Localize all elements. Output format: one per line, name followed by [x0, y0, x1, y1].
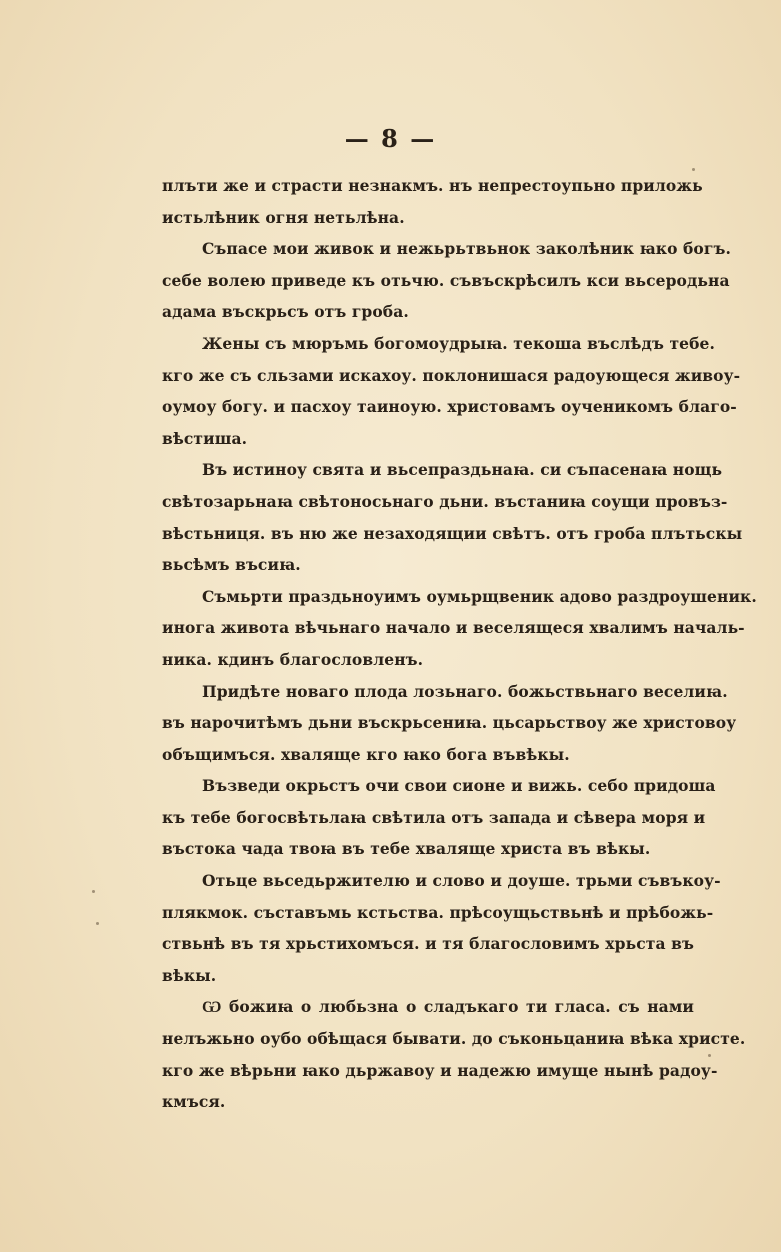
- text-line: Ѡ божиꙗ о любьзна о сладъкаго ти гласа. съ нами: [202, 997, 694, 1017]
- text-line: къ тебе богосвѣтьлаꙗ свѣтила отъ запада и сѣвера моря и: [162, 807, 706, 827]
- text-line: инога живота вѣчьнаго начало и веселящеся хвалимъ началь-: [162, 618, 745, 638]
- print-speck: [708, 1054, 711, 1057]
- text-line: вьсѣмъ въсиꙗ.: [162, 555, 301, 575]
- text-line: нелъжьно оубо обѣщася бывати. до съконьцаниꙗ вѣка христе.: [162, 1029, 746, 1049]
- text-line: Съпасе мои живок и нежьрьтвьнок заколѣник ꙗко богъ.: [202, 239, 731, 259]
- text-line: Жены съ мюръмь богомоудрыꙗ. текоша въслѣдъ тебе.: [202, 333, 715, 353]
- text-line: кго же съ сльзами искахоу. поклонишася радоующеся живоу-: [162, 365, 741, 385]
- text-line: вѣкы.: [162, 965, 217, 985]
- text-line: вѣстьниця. въ ню же незаходящии свѣтъ. отъ гроба плътьскы: [162, 523, 743, 543]
- text-line: въ нарочитѣмъ дьни въскрьсениꙗ. цьсарьствоу же христовоу: [162, 713, 737, 733]
- print-speck: [92, 890, 95, 893]
- text-line: свѣтозарьнаꙗ свѣтоносьнаго дьни. въстаниꙗ соущи провъз-: [162, 491, 728, 511]
- text-line: Придѣте новаго плода лозьнаго. божьствьнаго веселиꙗ.: [202, 681, 728, 701]
- text-line: истьлѣник огня нетьлѣна.: [162, 207, 405, 227]
- text-line: кго же вѣрьни ꙗко дьржавоу и надежю имуще нынѣ радоу-: [162, 1060, 718, 1080]
- text-line: объщимъся. хваляще кго ꙗко бога въвѣкы.: [162, 744, 570, 764]
- text-line: оумоу богу. и пасхоу таиноую. христовамъ оученикомъ благо-: [162, 397, 737, 417]
- print-speck: [96, 922, 99, 925]
- text-line: Въ истиноу свята и вьсепраздьнаꙗ. си съпасенаꙗ нощь: [202, 460, 723, 480]
- print-speck: [692, 168, 695, 171]
- text-line: плякмок. съставъмь кстьства. прѣсоущьствьнѣ и прѣбожь-: [162, 902, 714, 922]
- text-line: вѣстиша.: [162, 428, 248, 448]
- text-line: адама въскрьсъ отъ гроба.: [162, 302, 409, 322]
- text-line: кмъся.: [162, 1092, 226, 1112]
- text-line: ствьнѣ въ тя хрьстихомъся. и тя благословимъ хрьста въ: [162, 934, 694, 954]
- text-line: себе волею приведе къ отьчю. съвъскрѣсилъ кси вьсеродьна: [162, 270, 730, 290]
- text-line: Възведи окрьстъ очи свои сионе и вижь. себо придоша: [202, 776, 716, 796]
- text-line: въстока чада твоꙗ въ тебе хваляще христа въ вѣкы.: [162, 839, 651, 859]
- text-body: [162, 170, 757, 1118]
- page-number: — 8 —: [344, 124, 437, 153]
- text-line: Съмьрти праздьноуимъ оумьрщвеник адово раздроушеник.: [202, 586, 757, 606]
- text-line: Отьце вьседьржителю и слово и доуше. трьми съвъкоу-: [202, 871, 721, 891]
- text-line: плъти же и страсти незнакмъ. нъ непрестоупьно приложь: [162, 176, 703, 195]
- text-line: ника. кдинъ благословленъ.: [162, 649, 424, 669]
